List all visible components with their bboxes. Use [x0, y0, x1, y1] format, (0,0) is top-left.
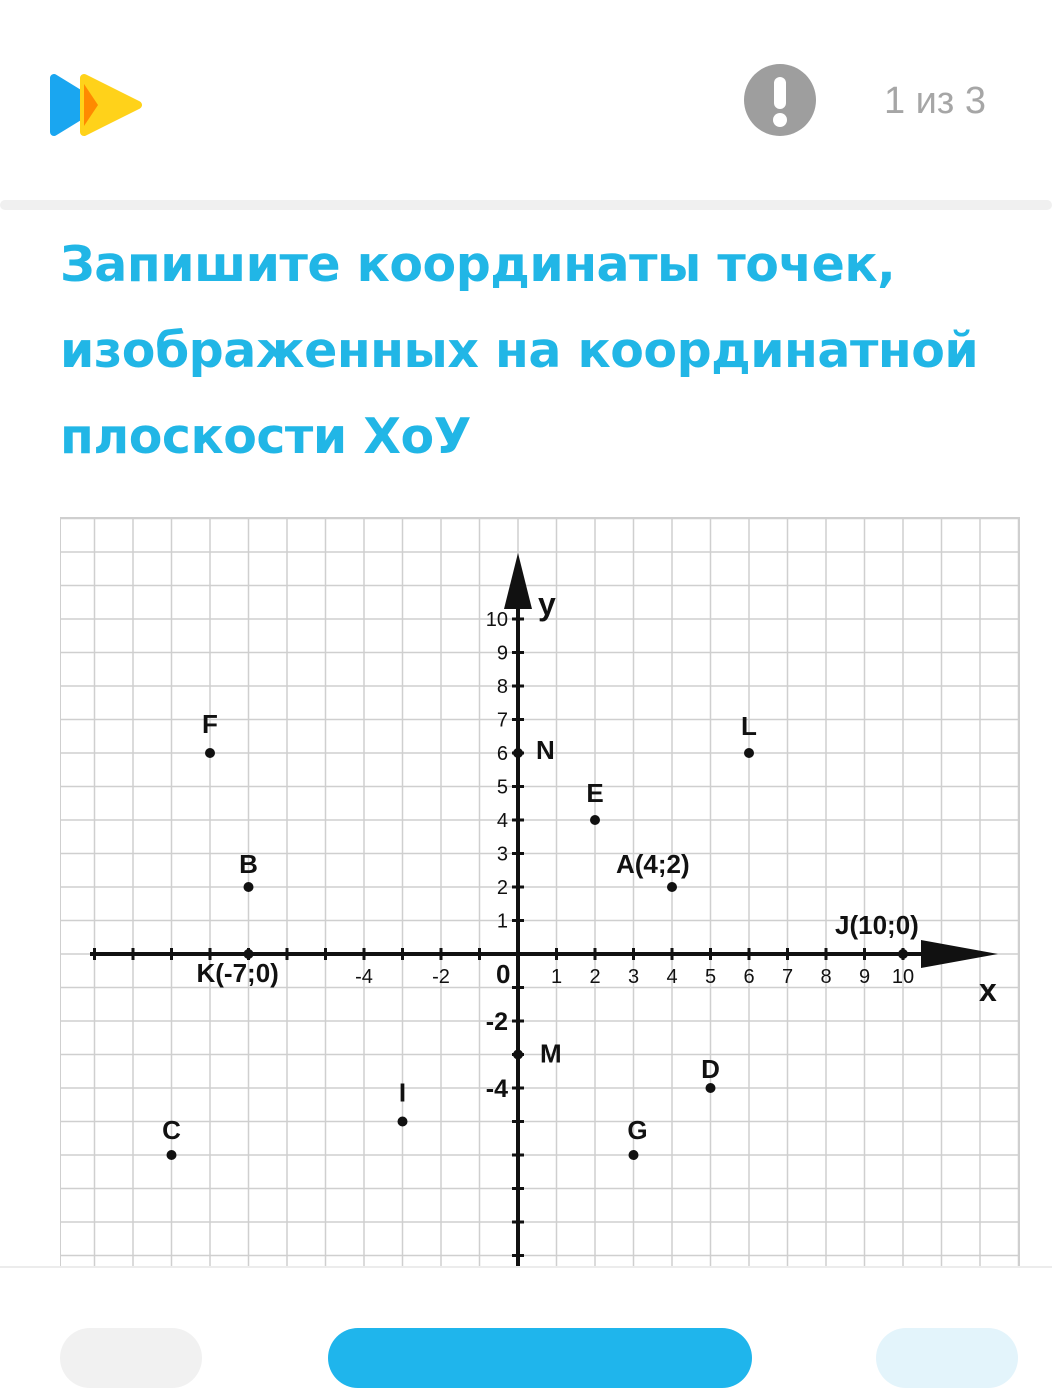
point-i-marker — [398, 1117, 408, 1127]
x-axis-label: x — [979, 972, 997, 1008]
x-tick-label: 9 — [858, 966, 871, 988]
x-tick-label: 2 — [589, 966, 601, 988]
x-tick-label: 10 — [891, 966, 915, 988]
y-tick-label: 1 — [496, 910, 508, 933]
point-e-label: E — [586, 778, 604, 808]
x-tick-label: 3 — [627, 966, 640, 988]
point-d-label: D — [701, 1054, 720, 1084]
question-line-3: плоскости ХоУ — [60, 408, 471, 465]
point-f-label: F — [202, 709, 218, 739]
point-m-label: M — [540, 1038, 562, 1069]
point-m-marker — [513, 1050, 523, 1060]
point-k-label: K(-7;0) — [196, 958, 279, 988]
point-g-marker — [629, 1150, 639, 1160]
y-tick-label: 3 — [496, 843, 508, 866]
point-i-label: I — [398, 1077, 407, 1108]
point-j-label: J(10;0) — [835, 910, 919, 940]
point-n-label: N — [536, 735, 555, 765]
previous-button[interactable] — [60, 1328, 202, 1388]
y-tick-label: -2 — [485, 1008, 508, 1036]
y-tick-label: -4 — [485, 1075, 508, 1103]
app-header — [0, 0, 1052, 200]
question-line-2: изображенных на координатной — [60, 322, 979, 379]
x-tick-label: -4 — [355, 966, 373, 988]
x-tick-label: 4 — [666, 966, 678, 988]
x-tick-label: 6 — [743, 966, 755, 988]
point-n-marker — [513, 748, 523, 758]
x-tick-label: 0 — [496, 959, 511, 989]
coordinate-plane-chart — [60, 517, 1020, 1267]
play-logo-icon[interactable] — [46, 70, 146, 140]
question-line-1: Запишите координаты точек, — [60, 236, 896, 293]
next-button[interactable] — [876, 1328, 1018, 1388]
y-tick-label: 10 — [485, 609, 508, 631]
point-c-marker — [167, 1150, 177, 1160]
x-tick-label: 8 — [820, 966, 832, 988]
y-tick-label: 2 — [496, 877, 508, 899]
x-tick-label: 5 — [704, 966, 717, 988]
x-tick-label: -2 — [432, 966, 450, 988]
x-tick-label: 7 — [781, 966, 794, 988]
y-tick-label: 5 — [496, 776, 508, 799]
point-b-label: B — [239, 849, 258, 879]
exclamation-icon[interactable] — [744, 64, 816, 136]
point-a-label: A(4;2) — [616, 849, 690, 879]
point-b-marker — [244, 882, 254, 892]
question-title — [60, 222, 1030, 480]
point-d-marker — [706, 1083, 716, 1093]
point-l-marker — [744, 748, 754, 758]
point-e-marker — [590, 815, 600, 825]
point-a-marker — [667, 882, 677, 892]
point-c-label: C — [162, 1115, 181, 1145]
y-tick-label: 9 — [496, 642, 508, 665]
answer-button[interactable] — [328, 1328, 752, 1388]
point-l-label: L — [741, 711, 757, 741]
y-tick-label: 4 — [496, 810, 508, 832]
question-progress: 1 из 3 — [883, 80, 987, 122]
point-g-label: G — [627, 1115, 648, 1145]
y-axis-label: y — [538, 586, 556, 622]
y-tick-label: 6 — [496, 743, 508, 765]
header-divider — [0, 200, 1052, 210]
y-tick-label: 8 — [496, 676, 508, 698]
point-f-marker — [205, 748, 215, 758]
x-tick-label: 1 — [550, 966, 563, 988]
y-tick-label: 7 — [496, 709, 508, 732]
point-j-marker — [898, 949, 908, 959]
